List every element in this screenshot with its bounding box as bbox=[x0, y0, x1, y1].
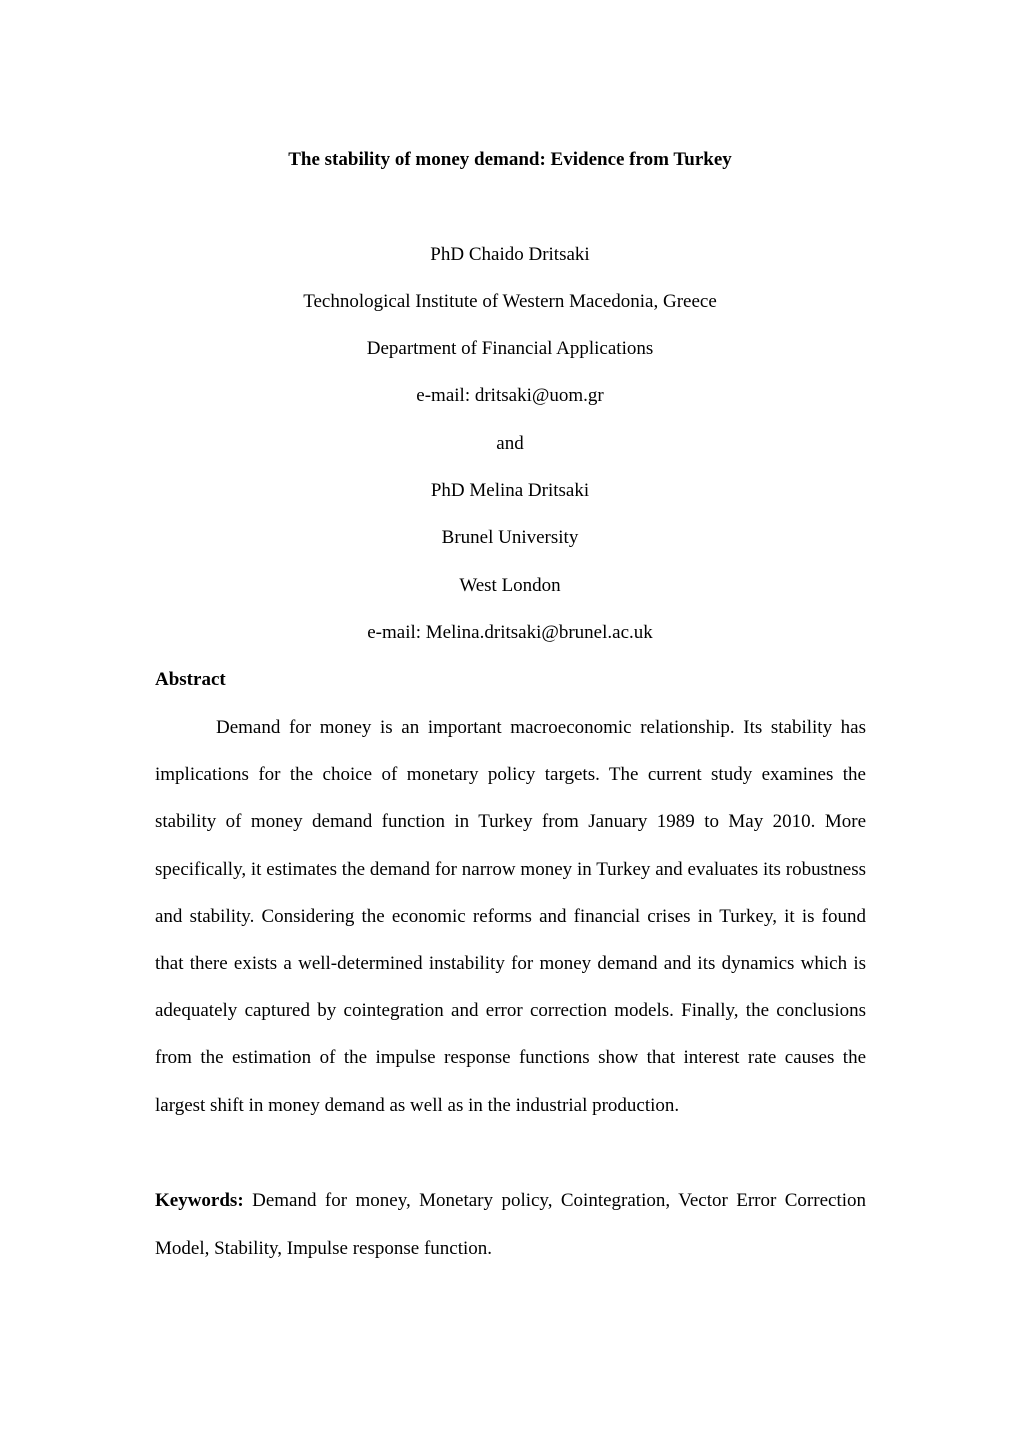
keywords-paragraph bbox=[155, 1177, 866, 1272]
author2-affiliation: Brunel University bbox=[441, 527, 579, 548]
author2-location: West London bbox=[459, 575, 561, 596]
author2-email: e-mail: Melina.dritsaki@brunel.ac.uk bbox=[367, 622, 653, 643]
abstract-heading: Abstract bbox=[155, 669, 226, 690]
keywords-section bbox=[155, 1177, 866, 1272]
author1-name: PhD Chaido Dritsaki bbox=[430, 244, 590, 265]
author1-email: e-mail: dritsaki@uom.gr bbox=[416, 385, 604, 406]
author2-name: PhD Melina Dritsaki bbox=[430, 480, 590, 501]
author1-department: Department of Financial Applications bbox=[366, 338, 654, 359]
keywords-text: Demand for money, Monetary policy, Cointegration, Vector Error Correction Model, Stability, Impulse response function. bbox=[155, 1190, 867, 1259]
author1-affiliation: Technological Institute of Western Macedonia, Greece bbox=[303, 291, 717, 312]
paper-title: The stability of money demand: Evidence from Turkey bbox=[288, 149, 732, 170]
abstract-section bbox=[155, 704, 866, 1129]
author-conjunction: and bbox=[496, 433, 524, 454]
keywords-label: Keywords: bbox=[155, 1190, 244, 1211]
abstract-text: Demand for money is an important macroeconomic relationship. Its stability has implications for the choice of monetary policy targets. The current study examines the stability of money demand function in Turkey from January 1989 to May 2010. More specifically, it estimates the demand for narrow money in Turkey and evaluates its robustness and stability. Considering the economic reforms and financial crises in Turkey, it is found that there exists a well-determined instability for money demand and its dynamics which is adequately captured by cointegration and error correction models. Finally, the conclusions from the estimation of the impulse response functions show that interest rate causes the largest shift in money demand as well as in the industrial production. bbox=[155, 717, 866, 1116]
